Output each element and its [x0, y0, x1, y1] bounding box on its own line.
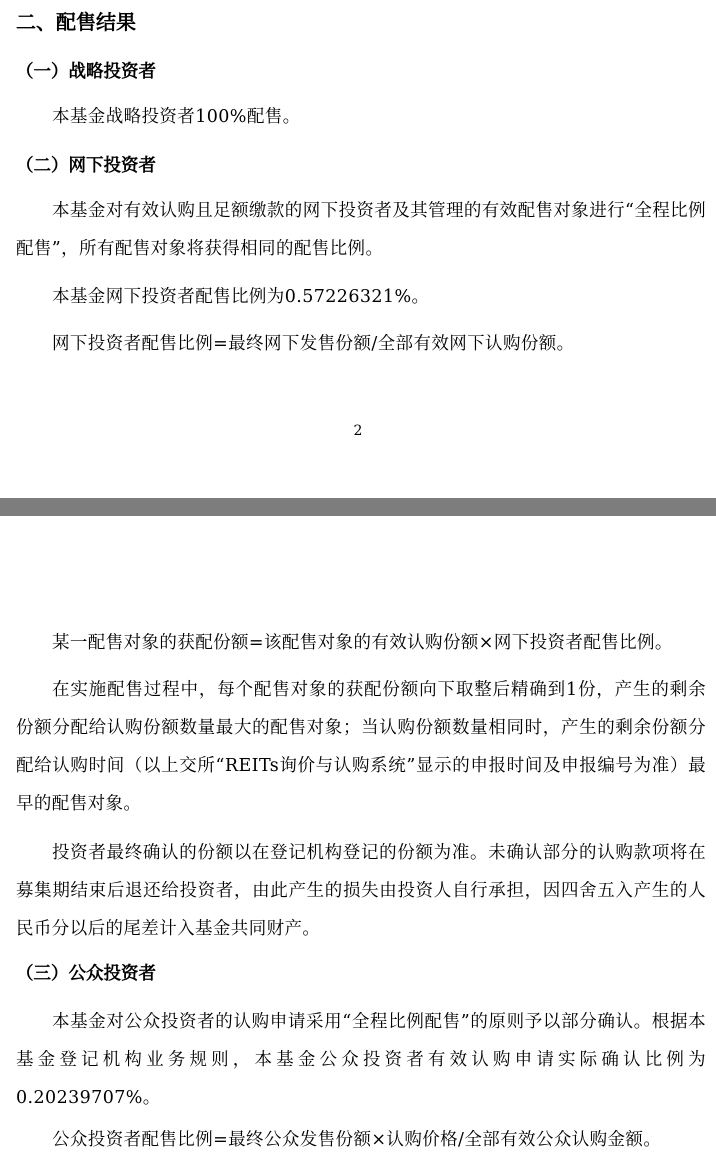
paragraph: 某一配售对象的获配份额=该配售对象的有效认购份额×网下投资者配售比例。	[52, 633, 673, 653]
paragraph: 公众投资者配售比例=最终公众发售份额×认购价格/全部有效公众认购金额。	[52, 1130, 662, 1150]
section-title: 二、配售结果	[16, 10, 136, 34]
document-page-2	[0, 516, 716, 1170]
paragraph: 本基金对有效认购且足额缴款的网下投资者及其管理的有效配售对象进行“全程比例配售”，所有配售对象将获得相同的配售比例。	[16, 201, 706, 259]
paragraph: 投资者最终确认的份额以在登记机构登记的份额为准。未确认部分的认购款项将在募集期结束后退还给投资者，由此产生的损失由投资人自行承担，因四舍五入产生的人民币分以后的尾差计入基金共同财产。	[16, 843, 706, 939]
subsection-heading-offline-investors: （二）网下投资者	[16, 156, 156, 176]
page-number: 2	[353, 423, 363, 439]
paragraph: 网下投资者配售比例=最终网下发售份额/全部有效网下认购份额。	[52, 334, 575, 354]
page-separator	[0, 498, 716, 516]
paragraph: 本基金网下投资者配售比例为0.57226321%。	[52, 287, 430, 307]
subsection-heading-strategic-investors: （一）战略投资者	[16, 62, 156, 82]
subsection-heading-public-investors: （三）公众投资者	[16, 964, 156, 984]
document-page-1	[0, 0, 716, 498]
paragraph: 在实施配售过程中，每个配售对象的获配份额向下取整后精确到1份，产生的剩余份额分配给认购份额数量最大的配售对象；当认购份额数量相同时，产生的剩余份额分配给认购时间（以上交所“REITs询价与认购系统”显示的申报时间及申报编号为准）最早的配售对象。	[16, 680, 706, 814]
paragraph: 本基金对公众投资者的认购申请采用“全程比例配售”的原则予以部分确认。根据本基金登记机构业务规则，本基金公众投资者有效认购申请实际确认比例为0.20239707%。	[16, 1012, 706, 1108]
paragraph: 本基金战略投资者100%配售。	[52, 107, 301, 127]
